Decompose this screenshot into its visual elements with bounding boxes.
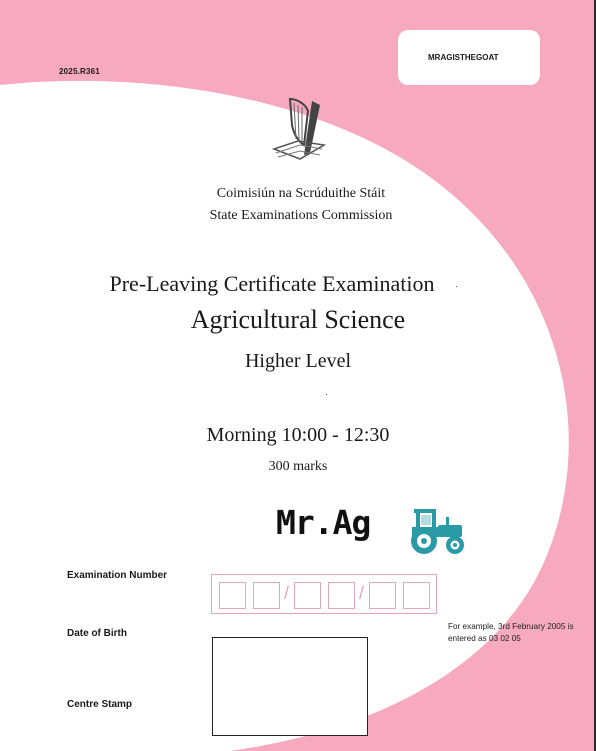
dob-year-digit-1[interactable] (369, 582, 396, 609)
harp-book-logo-icon (270, 95, 328, 167)
org-name-english: State Examinations Commission (209, 208, 393, 223)
centre-stamp-box[interactable] (212, 637, 368, 736)
dob-year-digit-2[interactable] (403, 582, 430, 609)
date-separator: / (284, 583, 290, 603)
subject-title: Agricultural Science (190, 305, 406, 334)
paper-code: 2025.R361 (59, 67, 100, 76)
dob-month-digit-1[interactable] (294, 582, 321, 609)
stray-mark (326, 394, 327, 395)
tractor-icon (402, 505, 468, 555)
brand-text: Mr.Ag (276, 503, 371, 542)
date-separator: / (359, 583, 365, 603)
exam-title: Pre-Leaving Certificate Examination (109, 271, 435, 296)
dob-day-digit-1[interactable] (219, 582, 246, 609)
org-name-irish: Coimisiún na Scrúduithe Stáit (216, 186, 386, 201)
dob-day-digit-2[interactable] (253, 582, 280, 609)
total-marks: 300 marks (268, 459, 328, 474)
candidate-tag: MRAGISTHEGOAT (428, 53, 499, 62)
date-of-birth-grid (211, 574, 437, 614)
dob-month-digit-2[interactable] (328, 582, 355, 609)
examination-number-label: Examination Number (67, 570, 168, 581)
centre-stamp-label: Centre Stamp (67, 699, 133, 710)
stray-mark (456, 286, 457, 287)
exam-session: Morning 10:00 - 12:30 (206, 424, 390, 446)
date-example-note: For example, 3rd February 2005 is entered as 03 02 05 (448, 622, 574, 643)
date-of-birth-label: Date of Birth (67, 628, 127, 639)
level-title: Higher Level (244, 350, 352, 372)
